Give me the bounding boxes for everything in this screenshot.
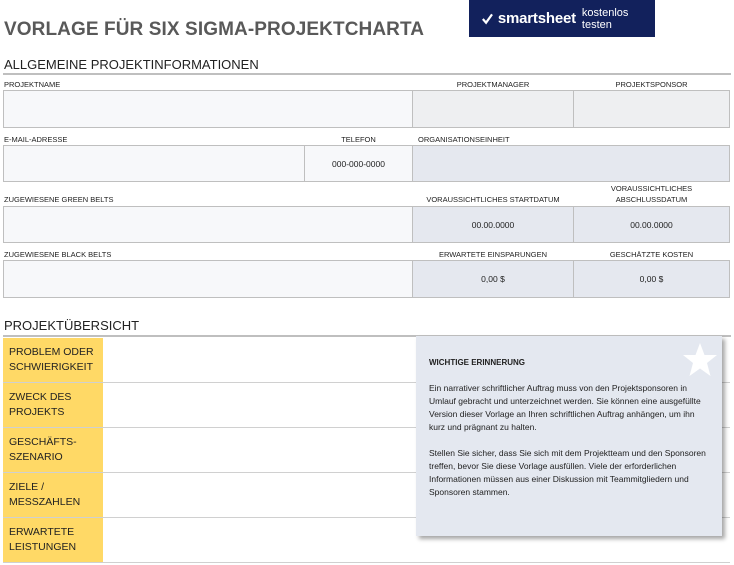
black-belts-label: ZUGEWIESENE BLACK BELTS [4,250,112,259]
checkmark-icon [481,12,494,26]
green-belts-field[interactable] [3,206,413,243]
green-belts-label: ZUGEWIESENE GREEN BELTS [4,195,114,204]
overview-heading: PROJEKTÜBERSICHT [4,318,140,333]
project-manager-field[interactable] [412,90,574,128]
start-date-label: VORAUSSICHTLICHES STARTDATUM [426,195,560,204]
org-unit-field[interactable] [412,145,730,182]
reminder-note [416,336,722,536]
savings-field[interactable]: 0,00 $ [412,260,574,298]
savings-label: ERWARTETE EINSPARUNGEN [438,250,548,259]
project-sponsor-field[interactable] [573,90,730,128]
overview-label: ERWARTETE LEISTUNGEN [3,518,103,562]
project-sponsor-label: PROJEKTSPONSOR [615,80,688,89]
page-title: VORLAGE FÜR SIX SIGMA-PROJEKTCHARTA [4,19,425,40]
overview-label: ZIELE / MESSZAHLEN [3,473,103,517]
reminder-paragraph: Ein narrativer schriftlicher Auftrag muss von den Projektsponsoren in Umlauf gebracht und unterzeichnet werden. Sie können eine ausgefüllte Version dieser Vorlage an Ihren schriftlichen Auftrag anhängen, um ihn kurz und prägnant zu halten. [429,383,701,432]
project-manager-label: PROJEKTMANAGER [456,80,530,89]
banner-brand: smartsheet [497,10,576,27]
reminder-title: WICHTIGE ERINNERUNG [429,358,525,367]
general-info-heading: ALLGEMEINE PROJEKTINFORMATIONEN [4,57,259,72]
banner-cta[interactable]: kostenlos testen [581,6,629,31]
phone-field[interactable]: 000-000-0000 [304,145,413,182]
smartsheet-banner[interactable] [469,0,655,37]
overview-label: GESCHÄFTS- SZENARIO [3,428,103,472]
phone-label: TELEFON [341,135,376,144]
overview-label: PROBLEM ODER SCHWIERIGKEIT [3,338,103,382]
project-name-label: PROJEKTNAME [4,80,61,89]
end-date-label-line2: ABSCHLUSSDATUM [615,195,688,204]
end-date-field[interactable]: 00.00.0000 [573,206,730,243]
email-field[interactable] [3,145,305,182]
reminder-paragraph: Stellen Sie sicher, dass Sie sich mit dem Projektteam und den Sponsoren treffen, bevor Sie diese Vorlage ausfüllen. Viele der erforderlichen Informationen müssen aus einer Diskussion mit Teammitgliedern und Sponsoren stammen. [429,448,706,497]
black-belts-field[interactable] [3,260,413,298]
section-divider [3,73,731,75]
email-label: E-MAIL-ADRESSE [4,135,68,144]
end-date-label-line1: VORAUSSICHTLICHES [610,184,693,193]
start-date-field[interactable]: 00.00.0000 [412,206,574,243]
project-name-field[interactable] [3,90,413,128]
costs-field[interactable]: 0,00 $ [573,260,730,298]
star-icon [682,342,718,378]
org-unit-label: ORGANISATIONSEINHEIT [418,135,510,144]
costs-label: GESCHÄTZTE KOSTEN [609,250,694,259]
overview-label: ZWECK DES PROJEKTS [3,383,103,427]
